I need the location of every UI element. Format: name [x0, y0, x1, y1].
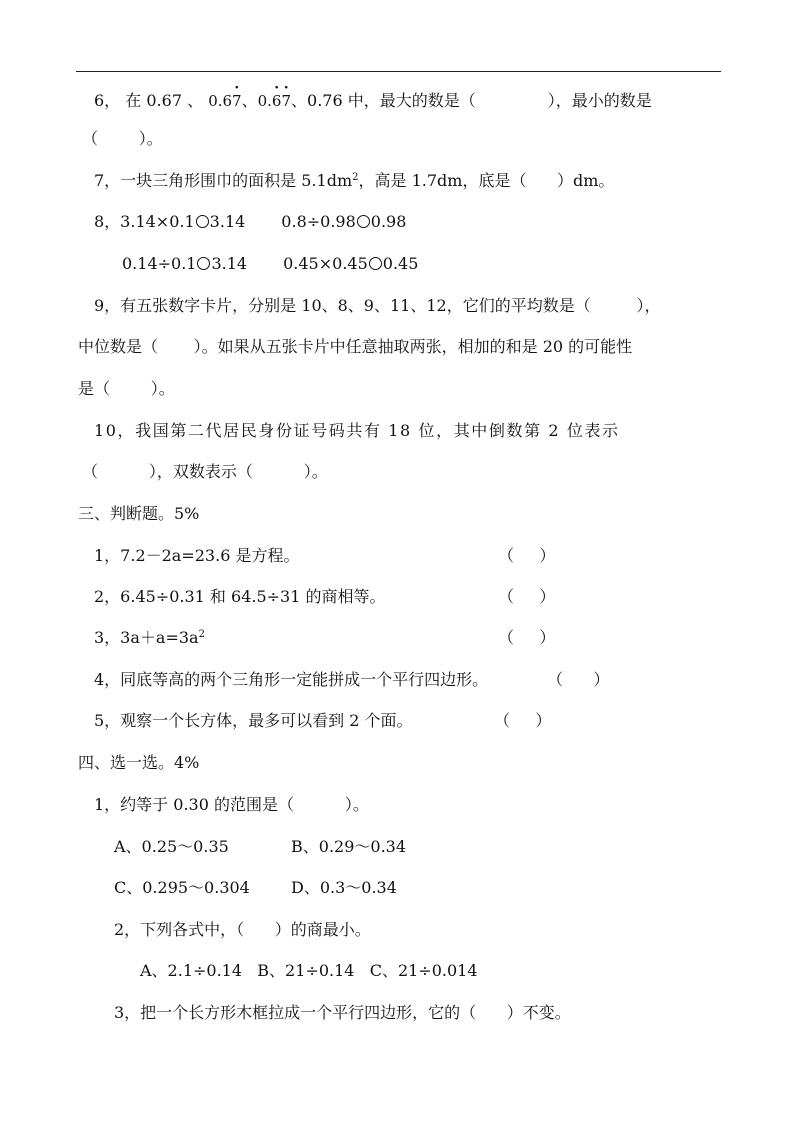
- q8-expr-2-value: 0.98: [370, 212, 407, 231]
- judge-item-3-mark[interactable]: （ ）: [498, 628, 556, 647]
- question-9-line-3: 是（ ）。: [78, 379, 175, 398]
- q8-expr-4-value: 0.45: [382, 254, 419, 273]
- q6-value-2-dotted-digit: · 7: [232, 91, 242, 111]
- judge-item-1: 1，7.2－2a=23.6 是方程。: [94, 546, 300, 565]
- section-3-title: 三、判断题。5%: [78, 504, 200, 523]
- question-6-line-2: （ ）。: [82, 129, 163, 148]
- question-8-row-2: [122, 254, 418, 274]
- q6-number: 6，: [94, 91, 121, 110]
- q6-value-3-dotted-digit-2: · 7: [281, 91, 291, 111]
- q7-text-a: 7，一块三角形围巾的面积是 5.1dm: [94, 171, 353, 190]
- q7-superscript: 2: [352, 172, 359, 183]
- choice-question-3: 3，把一个长方形木框拉成一个平行四边形，它的（ ）不变。: [114, 1003, 571, 1022]
- choice-1-option-c[interactable]: C、0.295～0.304: [114, 878, 250, 897]
- judge-item-5-mark[interactable]: （ ）: [494, 711, 552, 730]
- question-7: [94, 171, 614, 194]
- q8-expr-1-value: 3.14: [209, 212, 246, 231]
- header-rule: [76, 71, 721, 72]
- judge-item-1-mark[interactable]: （ ）: [498, 546, 556, 565]
- q8-expr-4: 0.45×0.45: [283, 254, 368, 273]
- choice-1-option-a[interactable]: A、0.25～0.35: [114, 837, 229, 856]
- compare-circle-4[interactable]: [369, 257, 382, 270]
- choice-2-options[interactable]: A、2.1÷0.14 B、21÷0.14 C、21÷0.014: [140, 961, 478, 980]
- q6-separator: 、: [241, 91, 258, 110]
- judge-item-2: 2，6.45÷0.31 和 64.5÷31 的商相等。: [94, 587, 386, 606]
- question-6-line-1: [94, 91, 652, 111]
- q8-expr-1: 8，3.14×0.1: [94, 212, 195, 231]
- judge-item-3-superscript: 2: [198, 629, 205, 640]
- judge-item-5: 5，观察一个长方体，最多可以看到 2 个面。: [94, 711, 413, 730]
- q6-value-3-a: 0.: [257, 92, 272, 110]
- q6-text-c: ），最小的数是: [547, 91, 652, 110]
- question-8-row-1: [94, 212, 406, 232]
- choice-question-1: 1，约等于 0.30 的范围是（ ）。: [94, 795, 369, 814]
- q6-value-3-dotted-digit-1: · 6: [272, 91, 282, 111]
- judge-item-4: 4，同底等高的两个三角形一定能拼成一个平行四边形。: [94, 670, 489, 689]
- q6-text-b: 、0.76 中，最大的数是（: [291, 91, 476, 110]
- q6-text-a: 在 0.67 、: [125, 91, 204, 110]
- q7-text-b: ，高是 1.7dm，底是（ ）dm。: [358, 171, 615, 190]
- judge-item-3: [94, 628, 205, 651]
- question-10-line-2: （ ），双数表示（ ）。: [82, 462, 328, 481]
- q8-expr-3: 0.14÷0.1: [122, 254, 197, 273]
- q6-value-2-a: 0.6: [208, 92, 233, 110]
- q8-expr-2: 0.8÷0.98: [281, 212, 356, 231]
- choice-1-option-b[interactable]: B、0.29～0.34: [291, 837, 407, 856]
- judge-item-3-text: 3，3a＋a=3a: [94, 628, 199, 647]
- q8-expr-3-value: 3.14: [211, 254, 248, 273]
- question-9-line-2: 中位数是（ ）。如果从五张卡片中任意抽取两张，相加的和是 20 的可能性: [78, 337, 633, 356]
- section-4-title: 四、选一选。4%: [78, 753, 200, 772]
- question-9-line-1: 9，有五张数字卡片，分别是 10、8、9、11、12，它们的平均数是（ ），: [94, 296, 661, 315]
- compare-circle-2[interactable]: [357, 215, 370, 228]
- question-10-line-1: 10，我国第二代居民身份证号码共有 18 位，其中倒数第 2 位表示: [94, 421, 620, 440]
- compare-circle-3[interactable]: [197, 257, 210, 270]
- judge-item-4-mark[interactable]: （ ）: [547, 670, 610, 689]
- judge-item-2-mark[interactable]: （ ）: [498, 587, 556, 606]
- choice-question-2: 2，下列各式中，（ ）的商最小。: [114, 920, 371, 939]
- choice-1-option-d[interactable]: D、0.3～0.34: [291, 878, 397, 897]
- compare-circle-1[interactable]: [196, 215, 209, 228]
